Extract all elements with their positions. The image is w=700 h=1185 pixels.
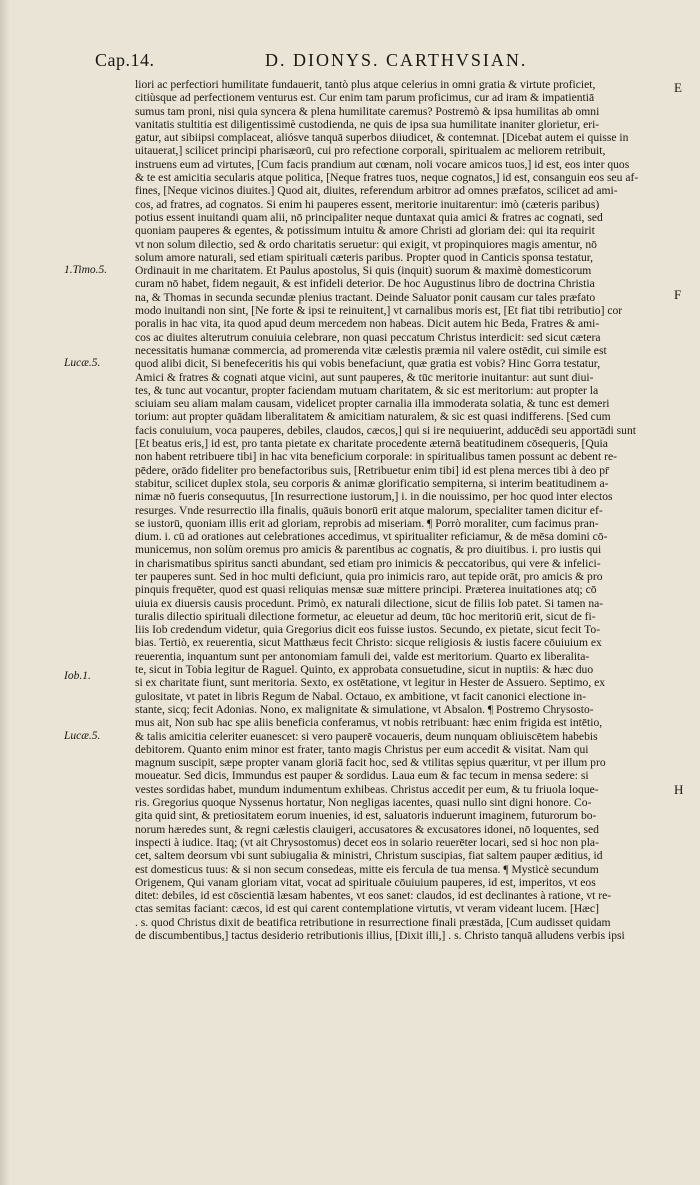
binding-shadow [0, 0, 10, 1185]
text-line: uiuia ex diuersis causis procedunt. Primò, ex naturali dilectione, sicut de filiis Iob patet. Si tamen na- [135, 596, 604, 610]
text-line: cos, ad fratres, ad cognatos. Si enim hi pauperes essent, meritorie inuitarentur: imò (cæteris paribus) [135, 197, 600, 211]
text-line: modo inuitandi non sint, [Ne forte & ipsi te reinuitent,] vt carnalibus moris est, [Et fiat tibi retributio] cor [135, 304, 623, 318]
text-line: in charismatibus spiritus sancti abundant, sed etiam pro inimicis & peccatoribus, qui vere & infelici- [135, 556, 601, 570]
text-line: liis Iob credendum videtur, quia Gregorius dicit eos fuisse iustos. Secundo, ex pietate, sicut fecit To- [135, 623, 601, 637]
text-line: municemus, non solùm oremus pro amicis & parentibus ac cognatis, & pro diuitibus. i. pro iustis qui [135, 543, 602, 557]
text-line: solum amore naturali, sed etiam spirituali cæteris paribus. Propter quod in Canticis sponsa testatur, [135, 250, 594, 264]
text-line: . s. quod Christus dixit de beatifica retributione in resurrectione finali præstāda, [Cum audisset quidam [135, 915, 611, 929]
text-line: quoniam pauperes & egentes, & potissimum intuitu & amore Christi ad gloriam dei: qui ita requirit [135, 224, 595, 238]
text-line: & talis amicitia celeriter euanescet: si vero pauperē vocaueris, deum nunquam obliuiscētem habebis [135, 729, 598, 743]
text-line: mus ait, Non sub hac spe aliis beneficia conferamus, vt nobis retribuant: hæc enim frigida est intētio, [135, 716, 603, 730]
text-line: si ex charitate fiunt, sunt meritoria. Sexto, ex ostētatione, vt legitur in Hester de Assuero. Septimo, ex [135, 676, 606, 690]
text-line: pinquis frequēter, quod est quasi reliquias mensæ suæ mittere principi. Præterea inuitationes atq; cō [135, 583, 597, 597]
text-line: moueatur. Sed dicis, Immundus est pauper & sordidus. Laua eum & fac tecum in mensa sedere: si [135, 769, 589, 783]
text-line: te, sicut in Tobia legitur de Raguel. Quinto, ex approbata consuetudine, sicut in nuptiis: & hæc duo [135, 663, 594, 677]
text-line: poralis in hac vita, ita quod apud deum mercedem non habeas. Dicit autem hic Beda, Fratres & ami- [135, 317, 600, 331]
text-line: pēdere, orādo fideliter pro benefactoribus suis, [Retribuetur enim tibi] id est plena merces tibi à deo pr̄ [135, 463, 609, 477]
text-line: torium: aut propter quādam liberalitatem & amicitiam naturalem, & sic est quasi indifferens. [Sed cum [135, 410, 611, 424]
side-ref-luke-2: Lucæ.5. [64, 730, 101, 742]
text-line: gita quid sint, & pretiositatem eorum inuenies, id est, saluatoris induerunt imaginem, futurorum bo- [135, 809, 597, 823]
text-line: tes, & tunc aut vocantur, propter faciendam mutuam charitatem, & sic est meritorium: aut propter la [135, 383, 599, 397]
text-line: non habent retribuere tibi] in hac vita beneficium corporale: in spiritualibus tamen possunt ac debent re- [135, 450, 617, 464]
text-line: vestes sordidas habet, mundum indumentum exhibeas. Christus accedit per eum, & tu friuola loque- [135, 782, 599, 796]
text-line: est domesticus tuus: & si non secum consedeas, mitte eis fercula de tua mensa. ¶ Mysticè secundum [135, 862, 599, 876]
text-line: Origenem, Qui vanam gloriam vitat, vocat ad spirituale cōuiuium pauperes, id est, imperitos, vt eos [135, 875, 596, 889]
text-line: uitauerat,] scilicet principi pharisæorū, cui pro refectione corporali, spiritualem ac meliorem retribuit, [135, 144, 606, 158]
text-line: [Et beatus eris,] id est, pro tanta pietate ex charitate procedente æternā beatitudinem cōsequeris, [Quia [135, 437, 608, 451]
text-line: de discumbentibus,] tactus desiderio retributionis illius, [Dixit illi,] . s. Christo tanquā alludens verbis ipsi [135, 929, 625, 942]
text-line: se iustorū, quoniam illis erit ad gloriam, reprobis ad miseriam. ¶ Porrò moraliter, cum facimus pran- [135, 516, 599, 530]
text-line: cos ac diuites alterutrum conuiuia celebrare, non quasi peccatum Christus interdicit: sed sicut cætera [135, 330, 601, 344]
text-line: quod alibi dicit, Si benefeceritis his qui vobis benefaciunt, quæ gratia est vobis? Hinc Gorra testatur, [135, 357, 601, 371]
text-line: stabitur, scilicet duplex stola, seu corporis & animæ glorificatio sempiterna, si interim beatitudinem a- [135, 476, 609, 490]
text-line: dium. i. cū ad orationes aut celebrationes accedimus, vt spiritualiter reficiamur, & de mēsa domini cō- [135, 530, 608, 544]
text-line: curam nō habet, fidem negauit, & est infideli deterior. De hoc Augustinus libro de doctrina Christia [135, 277, 595, 291]
text-line: turalis dilectio spirituali dilectione formetur, ac eleuetur ad deum, tūc hoc meritoriū erit, sicut de fi- [135, 609, 596, 623]
text-line: ctas semitas faciant: cæcos, id est qui carent contemplatione virtutis, vt veram videant lucem. [Hæc] [135, 902, 599, 916]
text-line: reuerentia, inquantum sunt per antonomiam famuli dei, valde est meritorium. Quarto ex liberalita- [135, 649, 590, 663]
text-line: instruens eum ad virtutes, [Cum facis prandium aut cœnam, noli vocare amicos tuos,] id est, eos inter quos [135, 157, 630, 171]
text-line: debitorem. Quanto enim minor est frater, tanto magis Christus per eum accedit & visitat. Nam qui [135, 742, 589, 756]
text-line: inspecti à iudice. Itaq; (vt ait Chrysostomus) decet eos in solario reuerēter locari, sed si hoc non pla- [135, 835, 599, 849]
text-line: Ordinauit in me charitatem. Et Paulus apostolus, Si quis (inquit) suorum & maximè domesticorum [135, 264, 592, 278]
text-line: citiùsque ad perfectionem venturus est. Cur enim tam parum proficimus, cur ad iram & impatientiā [135, 91, 595, 105]
text-line: magnum suscipit, sæpe propter vanam gloriā facit hoc, sed & vtilitas sępius quæritur, vt per illum pro [135, 756, 606, 770]
text-line: bias. Tertiò, ex reuerentia, sicut Matthæus fecit Christo: sicque religiosis & iustis facere cōuiuium ex [135, 636, 602, 650]
text-line: na, & Thomas in secunda secundæ plenius tractant. Deinde Saluator ponit causam cur tales præfato [135, 290, 596, 304]
chapter-label: Cap.14. [95, 50, 155, 70]
text-line: cet, saltem deorsum vbi sunt subiugalia & ministri, Christum suscipias, fiat saltem pauper æditius, id [135, 849, 603, 863]
text-line: vt non solum dilectio, sed & ordo charitatis seruetur: qui exigit, vt propinquiores magis amentur, nō [135, 237, 597, 251]
text-line: stante, sicq; fecit Adonias. Nono, ex malignitate & simulatione, vt Absalon. ¶ Postremo Chrysosto- [135, 702, 594, 716]
text-line: vanitatis stultitia est diligentissimè custodienda, ne quis de ipsa sua humilitate inaniter glorietur, eri- [135, 117, 600, 131]
text-line: ditet: debiles, id est cōscientiā læsam habentes, vt eos sanet: claudos, id est declinantes à ratione, vt re- [135, 889, 612, 903]
side-ref-job: Iob.1. [64, 670, 91, 682]
text-line: ris. Gregorius quoque Nyssenus hortatur, Non negligas iacentes, quasi nullo sint digni honore. Co- [135, 796, 592, 810]
running-header [0, 50, 700, 74]
side-ref-luke-1: Lucæ.5. [64, 357, 101, 369]
text-line: necessitatis humanæ commercia, ad promerenda vitæ cælestis præmia nil valere ostēdit, cui simile est [135, 343, 607, 357]
text-line: ter pauperes sunt. Sed in hoc multi deficiunt, quia pro inimicis raro, aut tepide orāt, pro amicis & pro [135, 569, 603, 583]
side-letter-h: H [674, 782, 684, 797]
text-line: liori ac perfectiori humilitate fundauerit, tantò plus atque celerius in omni gratia & virtute proficiet, [135, 78, 596, 91]
text-line: gulositate, vt patet in libris Regum de Nabal. Octauo, ex ambitione, vt facit canonici electione in- [135, 689, 587, 703]
text-line: Amici & fratres & cognati atque vicini, aut sunt pauperes, & tūc meritorie inuitantur: aut sunt diui- [135, 370, 594, 384]
text-line: sciuiam seu aliam malam causam, videlicet propter carnalia illa immoderata solatia, & tunc est demeri [135, 397, 610, 411]
running-title: D. DIONYS. CARTHVSIAN. [265, 50, 528, 70]
text-line: sumus tam proni, nisi quia syncera & plena humilitate caremus? Postremò & ipsa humilitas ab omni [135, 104, 600, 118]
text-line: nimæ nō fueris consequutus, [In resurrectione iustorum,] i. in die nouissimo, per hoc quod inter electos [135, 490, 613, 504]
side-letter-f: F [674, 287, 682, 302]
side-letter-e: E [674, 80, 682, 95]
commentary-text [135, 78, 675, 942]
text-line: gatur, aut sibiipsi complaceat, aliósve tanquā superbos diiudicet, & contemnat. [Dicebat autem ei quisse in [135, 131, 629, 145]
text-line: norum hæredes sunt, & regni cælestis clauigeri, accusatores & excusatores idonei, nō loquentes, sed [135, 822, 599, 836]
text-line: facis conuiuium, voca pauperes, debiles, claudos, cæcos,] qui si ire nequiuerint, adducēdi seu apportādi sunt [135, 423, 636, 437]
text-line: & te est amicitia secularis atque politica, [Neque fratres tuos, neque cognatos,] id est, consanguin eos seu af- [135, 171, 639, 185]
text-line: fines, [Neque vicinos diuites.] Quod ait, diuites, referendum arbitror ad omnes præfatos, scilicet ad ami- [135, 184, 618, 198]
text-line: potius essent inuitandi quam alii, nō principaliter neque duntaxat quia amici & fratres ac cognati, sed [135, 210, 603, 224]
side-ref-timothy: 1.Timo.5. [64, 264, 108, 276]
text-line: resurges. Vnde resurrectio illa finalis, quāuis bonorū erit atque malorum, specialiter tamen dicitur ef- [135, 503, 603, 517]
